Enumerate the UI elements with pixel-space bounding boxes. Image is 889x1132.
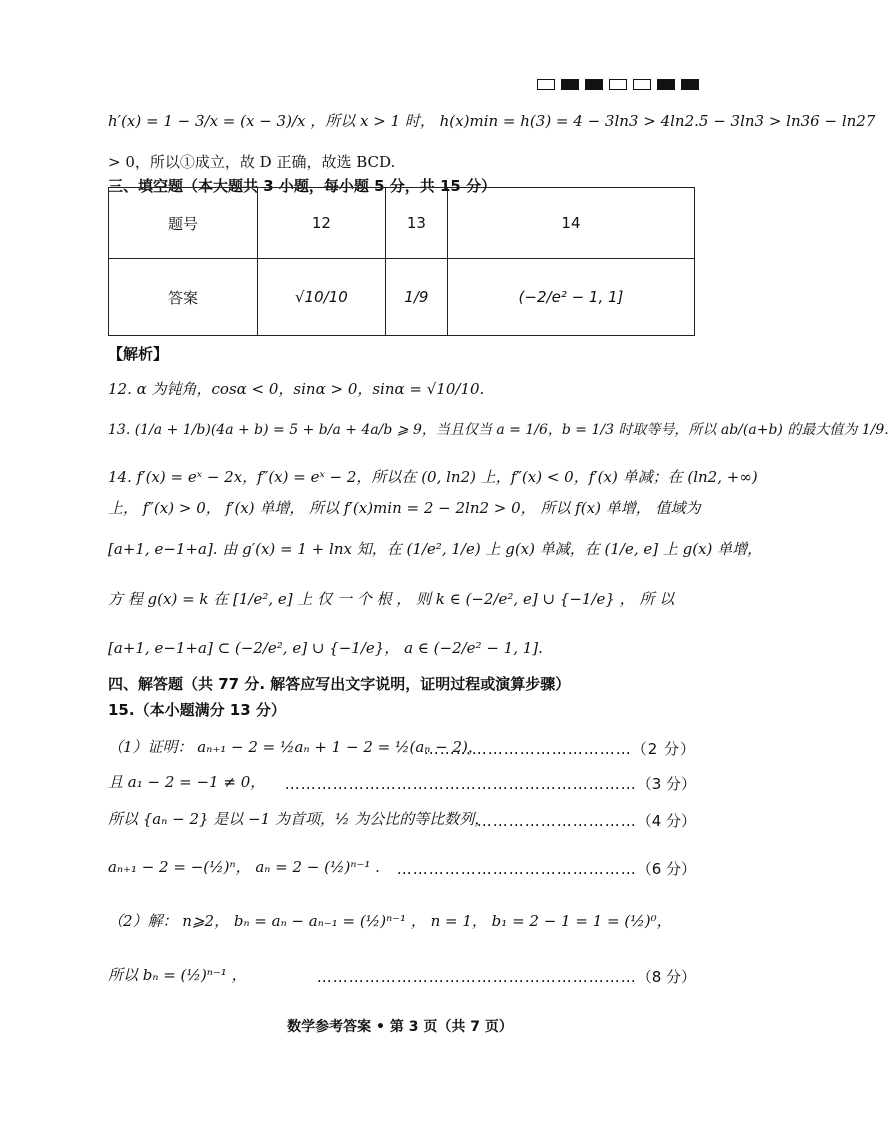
step-2-text: 且 a₁ − 2 = −1 ≠ 0， <box>108 773 266 791</box>
solution-13: 13. (1/a + 1/b)(4a + b) = 5 + b/a + 4a/b ⩾ 9，当且仅当 a = 1/6，b = 1/3 时取等号，所以 ab/(a+b) 的最大值为 1/9. <box>108 422 889 438</box>
step-4-text: aₙ₊₁ − 2 = −(½)ⁿ， aₙ = 2 − (½)ⁿ⁻¹ . <box>108 858 380 876</box>
solution-14-line-2: 上， f″(x) > 0， f′(x) 单增， 所以 f′(x)min = 2 − 2ln2 > 0， 所以 f(x) 单增， 值域为 <box>108 499 701 517</box>
score: （2 分） <box>631 740 696 758</box>
section3-title: 三、填空题（本大题共 3 小题，每小题 5 分，共 15 分） <box>108 177 497 195</box>
step-4-score <box>397 858 696 879</box>
solution-14-line-4: 方 程 g(x) = k 在 [1/e², e] 上 仅 一 个 根 ， 则 k ∈ (−2/e², e] ∪ {−1/e} ， 所 以 <box>108 590 675 608</box>
step-6-score <box>317 966 696 987</box>
corner-mark-6 <box>657 79 675 90</box>
answer-14: (−2/e² − 1, 1] <box>447 259 694 336</box>
corner-mark-1 <box>537 79 555 90</box>
section4-title: 四、解答题（共 77 分. 解答应写出文字说明，证明过程或演算步骤） <box>108 675 571 693</box>
step-3-text: 所以 {aₙ − 2} 是以 −1 为首项，½ 为公比的等比数列， <box>108 810 490 828</box>
leader-dots: ………………………… <box>476 812 637 830</box>
step-6-text: 所以 bₙ = (½)ⁿ⁻¹ ， <box>108 966 247 984</box>
solution-14-line-1: 14. f′(x) = eˣ − 2x，f″(x) = eˣ − 2，所以在 (0, ln2) 上，f″(x) < 0，f′(x) 单减；在 (ln2, +∞) <box>108 468 758 486</box>
intro-line-1: h′(x) = 1 − 3/x = (x − 3)/x ，所以 x > 1 时， h(x)min = h(3) = 4 − 3ln3 > 4ln2.5 − 3ln3 > ln36 − ln27 <box>108 112 876 130</box>
q15-title: 15.（本小题满分 13 分） <box>108 701 286 719</box>
corner-mark-3 <box>585 79 603 90</box>
table-col-13: 13 <box>385 188 447 259</box>
leader-dots: …………………………………………………… <box>316 968 637 986</box>
step-5-text: （2）解： n⩾2， bₙ = aₙ − aₙ₋₁ = (½)ⁿ⁻¹ ， n = 1， b₁ = 2 − 1 = 1 = (½)⁰， <box>108 912 672 930</box>
step-1-text: （1）证明： aₙ₊₁ − 2 = ½aₙ + 1 − 2 = ½(aₙ − 2)， <box>108 738 483 756</box>
jiexi-label: 【解析】 <box>108 345 169 363</box>
leader-dots: ………………………………………………………… <box>284 775 637 793</box>
table-head-label: 题号 <box>109 188 258 259</box>
score: （6 分） <box>636 860 696 878</box>
corner-marks <box>537 79 699 90</box>
score: （8 分） <box>636 968 696 986</box>
solution-12: 12. α 为钝角，cosα < 0，sinα > 0，sinα = √10/10. <box>108 380 485 398</box>
solution-14-line-3: [a+1, e−1+a]. 由 g′(x) = 1 + lnx 知，在 (1/e², 1/e) 上 g(x) 单减，在 (1/e, e] 上 g(x) 单增， <box>108 540 763 558</box>
table-col-12: 12 <box>258 188 386 259</box>
score: （4 分） <box>636 812 696 830</box>
answer-table <box>108 187 695 336</box>
solution-14-line-5: [a+1, e−1+a] ⊂ (−2/e², e] ∪ {−1/e}， a ∈ (−2/e² − 1, 1]. <box>108 639 543 657</box>
page-footer: 数学参考答案 • 第 3 页（共 7 页） <box>287 1019 513 1035</box>
table-answer-label: 答案 <box>109 259 258 336</box>
corner-mark-4 <box>609 79 627 90</box>
answer-12: √10/10 <box>258 259 386 336</box>
step-1-score <box>424 738 696 759</box>
corner-mark-2 <box>561 79 579 90</box>
score: （3 分） <box>636 775 696 793</box>
leader-dots: ……………………………………… <box>396 860 637 878</box>
table-col-14: 14 <box>447 188 694 259</box>
corner-mark-5 <box>633 79 651 90</box>
answer-13: 1/9 <box>385 259 447 336</box>
corner-mark-7 <box>681 79 699 90</box>
step-3-score <box>477 810 696 831</box>
intro-line-2: > 0，所以①成立，故 D 正确，故选 BCD. <box>108 153 396 171</box>
leader-dots: ………………………………… <box>423 740 632 758</box>
step-2-score <box>285 773 696 794</box>
